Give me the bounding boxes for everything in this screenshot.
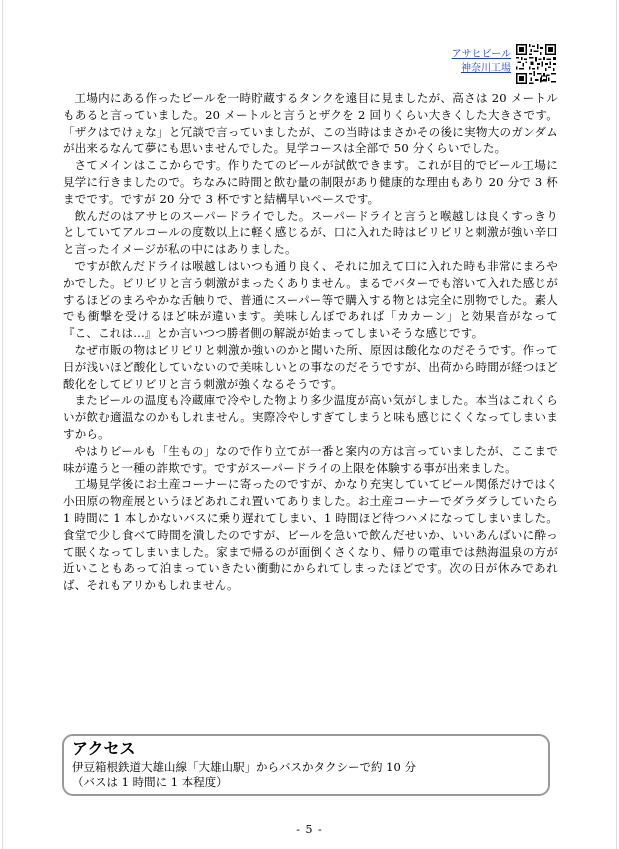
qr-code-icon bbox=[516, 44, 556, 84]
paragraph: なぜ市販の物はビリビリと刺激か強いのかと聞いた所、原因は酸化なのだそうです。作って日が浅いほど酸化していないので美味しいとの事なのだそうですが、出荷から時間が経つほど酸化をしてビリビリと言う刺激が強くなるそうです。 bbox=[63, 342, 558, 391]
paragraph: 工場内にある作ったビールを一時貯蔵するタンクを遠目に見ましたが、高さは 20 メートルもあると言っていました。20 メートルと言うとザクを 2 回りくらい大きくした大きさです。「ザクはでけぇな」と冗談で言っていましたが、この当時はまさかその後に実物大のガンダムが出来るなんて夢にも思いませんでした。見学コースは全部で 50 分くらいでした。 bbox=[63, 91, 558, 156]
page-edge-left bbox=[2, 0, 3, 849]
header-link-line1[interactable]: アサヒビール bbox=[451, 49, 511, 60]
access-box bbox=[62, 734, 550, 796]
header-link[interactable] bbox=[452, 48, 511, 76]
header-link-line2[interactable]: 神奈川工場 bbox=[461, 63, 511, 74]
access-title: アクセス bbox=[72, 739, 136, 758]
paragraph: やはりビールも「生もの」なので作り立てが一番と案内の方は言っていましたが、ここまで味が違うと一種の詐欺です。ですがスーパードライの上限を体験する事が出来ました。 bbox=[63, 443, 558, 475]
access-line-1: 伊豆箱根鉄道大雄山線「大雄山駅」からバスかタクシーで約 10 分 bbox=[72, 760, 416, 774]
page-edge-right bbox=[616, 0, 617, 849]
paragraph: 工場見学後にお土産コーナーに寄ったのですが、かなり充実していてビール関係だけではく小田原の物産展というほどあれこれ置いてありました。お土産コーナーでダラダラしていたら 1 時間に 1 本しかないバスに乗り遅れてしまい、1 時間ほど待つハメになってしまいました。食堂で少し食べて時間を潰したのですが、ビールを急いで飲んだせいか、いいあんばいに酔って眠くなってしまいました。家まで帰るのが面倒くさくなり、帰りの電車では熱海温泉の方が近いこともあって泊まっていきたい衝動にかられてしまったほどです。次の日が休みであれば、それもアリかもしれません。 bbox=[63, 477, 558, 593]
page-number: - 5 - bbox=[296, 823, 323, 836]
paragraph: ですが飲んだドライは喉越しはいつも通り良く、それに加えて口に入れた時も非常にまろやかでした。ビリビリと言う刺激がまったくありません。まるでバターでも溶いて入れた感じがするほどのまろやかな舌触りで、普通にスーパー等で購入する物とは完全に別物でした。素人でも衝撃を受けるほど味が違います。美味しんぼであれば「カカーン」と効果音がなって『こ、これは…』とか言いつつ勝者側の解説が始まってしまいそうな感じです。 bbox=[63, 258, 558, 341]
paragraph: さてメインはここからです。作りたてのビールが試飲できます。これが目的でビール工場に見学に行きましたので。ちなみに時間と飲む量の制限があり健康的な理由もあり 20 分で 3 杯までです。ですが 20 分で 3 杯ですと結構早いペースです。 bbox=[63, 158, 558, 206]
article-body bbox=[63, 90, 558, 594]
paragraph: またビールの温度も冷蔵庫で冷やした物より多少温度が高い気がしました。本当はこれくらいが飲む適温なのかもしれません。実際冷やしすぎてしまうと味も感じにくくなってしまいますから。 bbox=[63, 393, 558, 441]
paragraph: 飲んだのはアサヒのスーパードライでした。スーパードライと言うと喉越しは良くすっきりとしていてアルコールの度数以上に軽く感じるが、口に入れた時はビリビリと刺激が強い辛口と言ったイメージが私の中にはありました。 bbox=[63, 208, 558, 257]
access-line-2: （バスは 1 時間に 1 本程度） bbox=[72, 775, 228, 789]
